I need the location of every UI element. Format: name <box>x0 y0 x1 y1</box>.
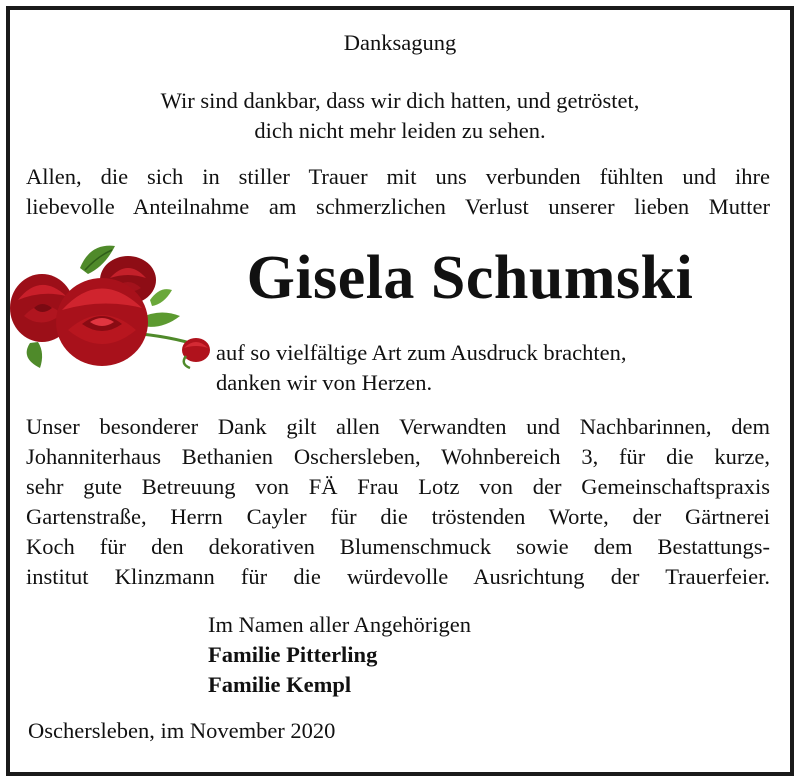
intro-line-2: liebevolle Anteilnahme am schmerzlichen Verlust unserer lieben Mutter <box>26 194 770 219</box>
special-thanks-line: sehr gute Betreuung von FÄ Frau Lotz von der Gemeinschaftspraxis <box>26 474 770 499</box>
red-roses-icon <box>10 238 220 378</box>
special-thanks-line: Unser besonderer Dank gilt allen Verwandten und Nachbarinnen, dem <box>26 414 770 439</box>
signature-intro: Im Namen aller Angehörigen <box>208 612 472 637</box>
special-thanks-line: institut Klinzmann für die würdevolle Ausrichtung der Trauerfeier. <box>26 564 770 589</box>
notice-heading: Danksagung <box>343 30 457 55</box>
deceased-name: Gisela Schumski <box>246 244 694 312</box>
signature-family-1: Familie Pitterling <box>208 642 378 667</box>
quote-line-2: dich nicht mehr leiden zu sehen. <box>254 118 546 143</box>
signature-family-2: Familie Kempl <box>208 672 352 697</box>
place-date: Oschersleben, im November 2020 <box>28 718 336 743</box>
thanks-line-2: danken wir von Herzen. <box>216 370 433 395</box>
special-thanks-line: Koch für den dekorativen Blumenschmuck sowie dem Bestattungs- <box>26 534 770 559</box>
thanks-line-1: auf so vielfältige Art zum Ausdruck brachten, <box>216 340 627 365</box>
special-thanks-line: Johanniterhaus Bethanien Oschersleben, Wohnbereich 3, für die kurze, <box>26 444 770 469</box>
special-thanks-line: Gartenstraße, Herrn Cayler für die tröstenden Worte, der Gärtnerei <box>26 504 770 529</box>
quote-line-1: Wir sind dankbar, dass wir dich hatten, und getröstet, <box>160 88 640 113</box>
intro-line-1: Allen, die sich in stiller Trauer mit uns verbunden fühlten und ihre <box>26 164 770 189</box>
